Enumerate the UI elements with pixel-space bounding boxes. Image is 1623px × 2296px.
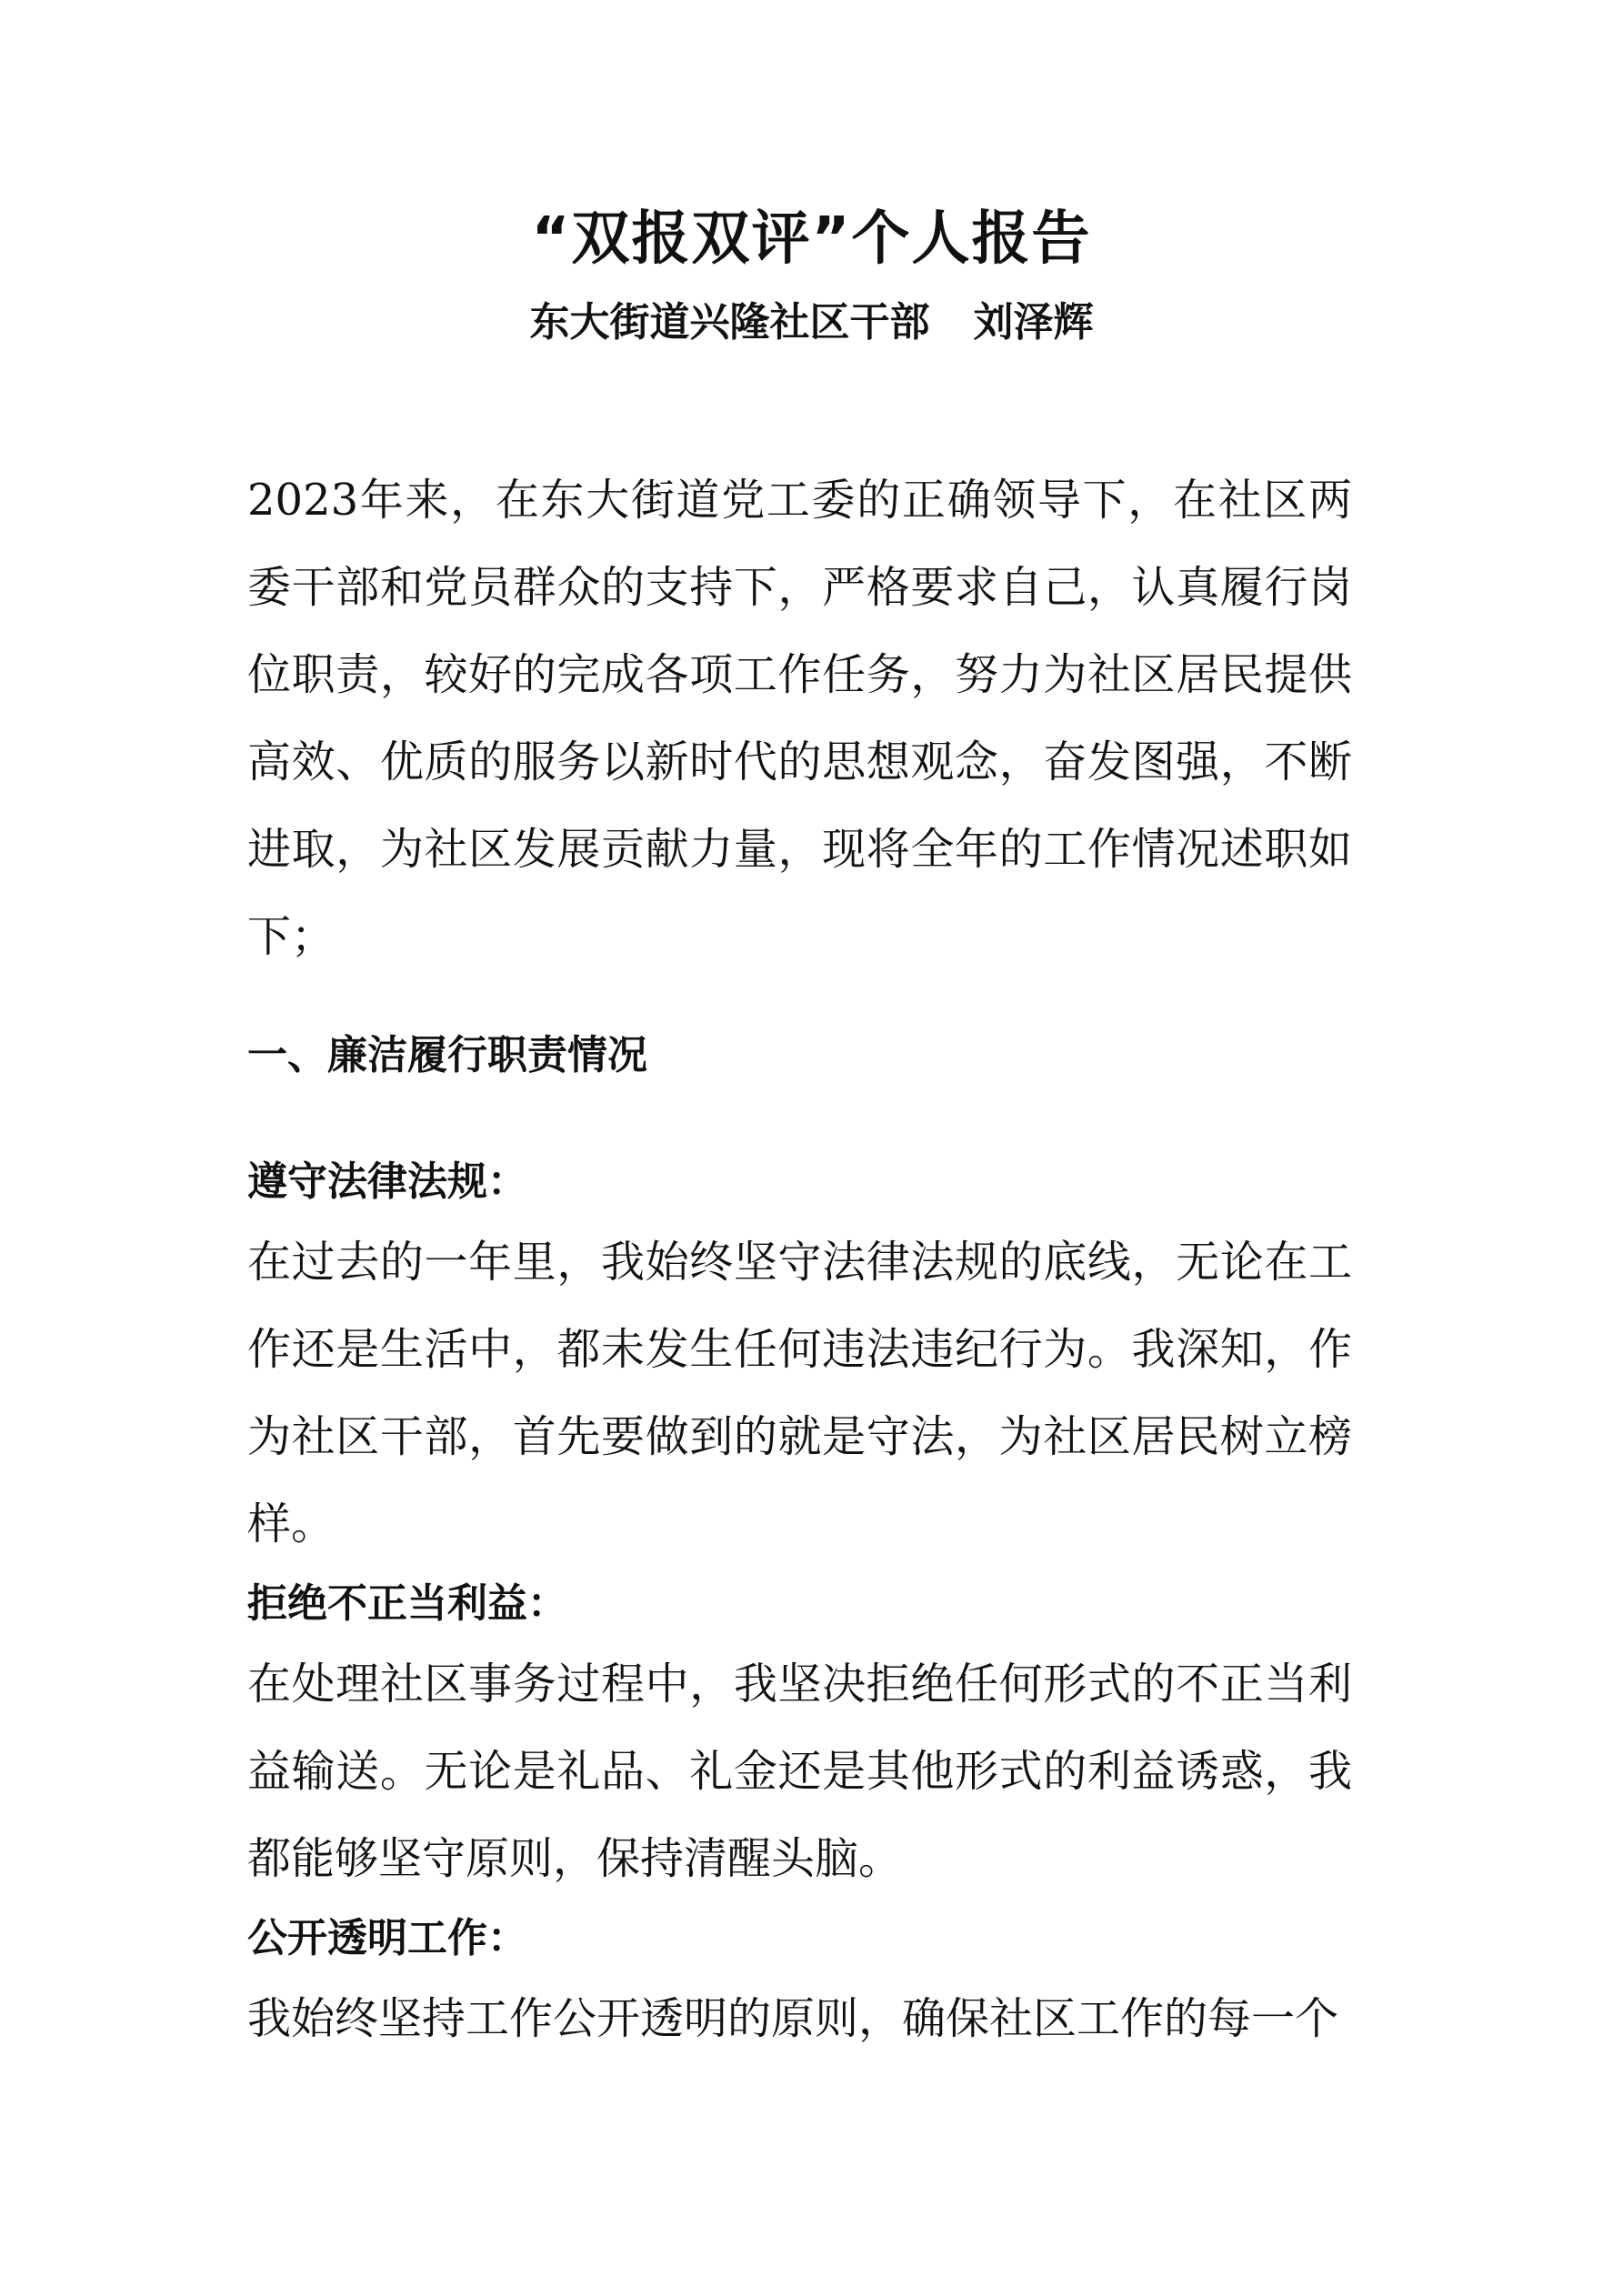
item-heading-benefits: 拒绝不正当利益：	[247, 1580, 567, 1627]
item-paragraph-transparency: 我始终坚持工作公开透明的原则，确保社区工作的每一个	[247, 1993, 1339, 2044]
document-body	[247, 456, 1352, 2062]
subtitle-author: 刘泽辉	[973, 299, 1094, 346]
item-heading-law: 遵守法律法规：	[247, 1158, 527, 1205]
subtitle-organization: 东大街道兴隆社区干部	[529, 299, 930, 346]
item-paragraph-benefits: 在处理社区事务过程中，我坚决拒绝任何形式的不正当利益输送。无论是礼品、礼金还是其他形式的利益诱惑，我都能够坚守原则，保持清醒头脑。	[247, 1659, 1352, 1884]
section-heading: 一、廉洁履行职责情况	[247, 1032, 647, 1078]
document-subtitle	[0, 291, 1623, 355]
item-paragraph-law: 在过去的一年里，我始终坚守法律法规的底线，无论在工作还是生活中，都未发生任何违法违纪行为。我深知，作为社区干部，首先要做到的就是守法，为社区居民树立榜样。	[247, 1237, 1352, 1549]
item-heading-transparency: 公开透明工作：	[247, 1915, 527, 1961]
document-title: “双报双评”个人报告	[531, 206, 1092, 273]
intro-paragraph: 2023年来，在东大街道党工委的正确领导下，在社区两委干部和党员群众的支持下，严格要求自己，认真履行岗位职责，较好的完成各项工作任务，努力为社区居民提供高效、优质的服务以新时代的思想观念，奋发图强，不断进取，为社区发展贡献力量，现将全年的工作情况述职如下；	[247, 475, 1352, 962]
